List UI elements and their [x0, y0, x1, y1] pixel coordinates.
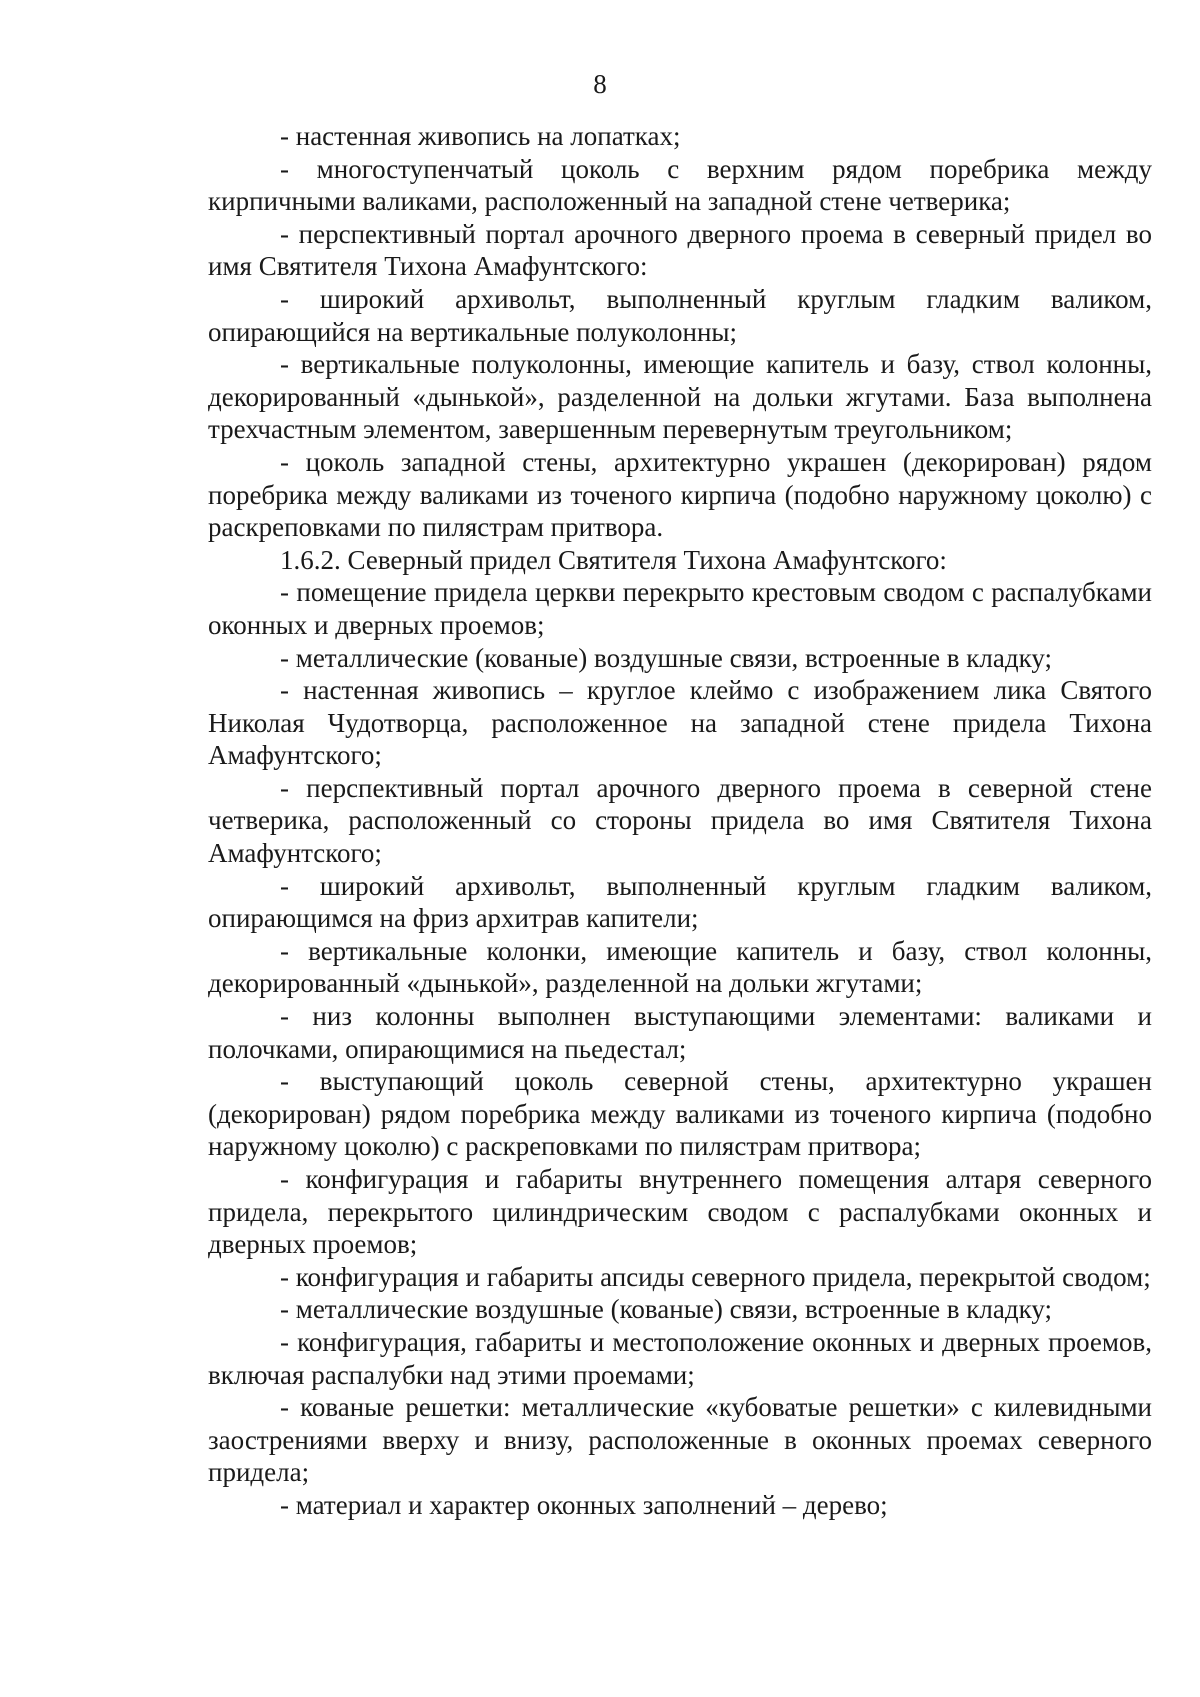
paragraph: - широкий архивольт, выполненный круглым гладким валиком, опирающийся на вертикальные полуколонны;: [208, 283, 1152, 347]
paragraph: - вертикальные колонки, имеющие капитель и базу, ствол колонны, декорированный «дынькой», разделенной на дольки жгутами;: [208, 935, 1152, 999]
paragraph: - широкий архивольт, выполненный круглым гладким валиком, опирающимся на фриз архитрав капители;: [208, 870, 1152, 934]
paragraph: - настенная живопись – круглое клеймо с изображением лика Святого Николая Чудотворца, расположенное на западной стене придела Тихона Амафунтского;: [208, 675, 1152, 771]
paragraph: - настенная живопись на лопатках;: [280, 121, 681, 151]
paragraph: - металлические (кованые) воздушные связи, встроенные в кладку;: [280, 642, 1052, 673]
page-number: 8: [593, 69, 607, 99]
paragraph: - цоколь западной стены, архитектурно украшен (декорирован) рядом поребрика между валиками из точеного кирпича (подобно наружному цоколю) с раскреповками по пилястрам притвора.: [208, 446, 1152, 543]
paragraph: - перспективный портал арочного дверного проема в северный придел во имя Святителя Тихона Амафунтского:: [208, 218, 1152, 282]
paragraph: - металлические воздушные (кованые) связи, встроенные в кладку;: [280, 1294, 1052, 1325]
paragraph: - материал и характер оконных заполнений – дерево;: [280, 1489, 888, 1520]
paragraph: - выступающий цоколь северной стены, архитектурно украшен (декорирован) рядом поребрика между валиками из точеного кирпича (подобно наружному цоколю) с раскреповками по пилястрам притвора;: [208, 1066, 1152, 1162]
paragraph: - кованые решетки: металлические «кубоватые решетки» с килевидными заострениями вверху и внизу, расположенные в оконных проемах северного придела;: [208, 1392, 1152, 1488]
paragraph: - конфигурация и габариты внутреннего помещения алтаря северного придела, перекрытого цилиндрическим сводом с распалубками оконных и дверных проемов;: [208, 1164, 1152, 1260]
section-heading: 1.6.2. Северный придел Святителя Тихона Амафунтского:: [280, 544, 947, 575]
paragraph: - низ колонны выполнен выступающими элементами: валиками и полочками, опирающимися на пьедестал;: [208, 1001, 1152, 1064]
paragraph: - помещение придела церкви перекрыто крестовым сводом с распалубками оконных и дверных проемов;: [208, 577, 1152, 640]
paragraph: - конфигурация и габариты апсиды северного придела, перекрытой сводом;: [280, 1261, 1151, 1292]
paragraph: - многоступенчатый цоколь с верхним рядом поребрика между кирпичными валиками, расположенный на западной стене четверика;: [208, 153, 1152, 217]
paragraph: - вертикальные полуколонны, имеющие капитель и базу, ствол колонны, декорированный «дынькой», разделенной на дольки жгутами. База выполнена трехчастным элементом, завершенным перевернутым треугольником;: [208, 349, 1152, 445]
paragraph: - перспективный портал арочного дверного проема в северной стене четверика, расположенный со стороны придела во имя Святителя Тихона Амафунтского;: [208, 772, 1152, 869]
paragraph: - конфигурация, габариты и местоположение оконных и дверных проемов, включая распалубки над этими проемами;: [208, 1326, 1152, 1390]
document-body: [208, 120, 1152, 1522]
